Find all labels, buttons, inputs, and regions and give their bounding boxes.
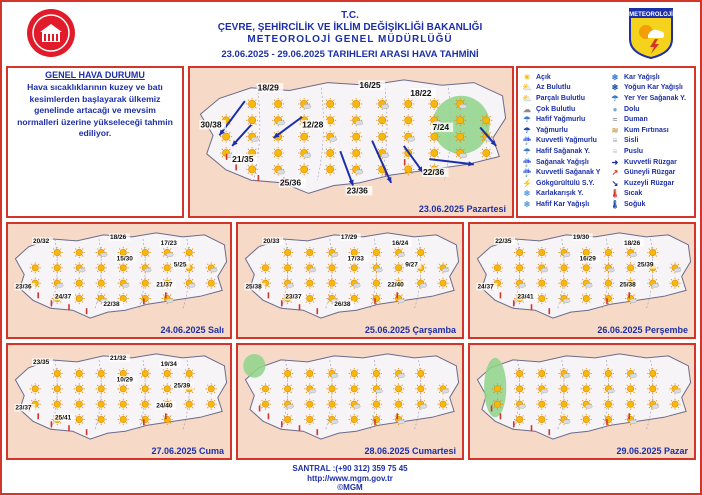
- north-wind-icon: ↘: [611, 178, 619, 188]
- legend-item: [522, 72, 600, 83]
- legend-item: [610, 93, 686, 104]
- legend-label: Yer Yer Sağanak Y.: [624, 94, 687, 102]
- temperature-label: 21/32: [110, 354, 127, 362]
- forecast-map-day-2: [6, 222, 232, 339]
- sleet-icon: ❄: [523, 189, 531, 199]
- legend-label: Kuvvetli Yağmurlu: [536, 137, 597, 145]
- hot-icon: [68, 425, 70, 431]
- header-ministry: ÇEVRE, ŞEHİRCİLİK VE İKLİM DEĞİŞİKLİĞİ BAKANLIĞI: [217, 22, 483, 33]
- hot-icon: [404, 159, 406, 165]
- legend-item: [610, 125, 686, 136]
- map-canvas: [470, 345, 696, 460]
- map-date: 29.06.2025 Pazar: [616, 446, 688, 456]
- hot-icon: [68, 304, 70, 310]
- temperature-label: 25/39: [637, 261, 654, 269]
- hot-icon: [500, 413, 502, 419]
- hot-icon: [628, 413, 630, 419]
- footer-phone: SANTRAL :(+90 312) 359 75 45: [292, 464, 408, 473]
- sandstorm-icon: ≋: [611, 125, 619, 135]
- heavy-snow-icon: ❄: [611, 83, 619, 93]
- header-directorate: METEOROLOJİ GENEL MÜDÜRLÜĞÜ: [247, 34, 453, 45]
- hot-icon: [548, 308, 550, 314]
- legend-label: Açık: [536, 73, 551, 81]
- legend-label: Gökgürültülü S.Y.: [536, 179, 595, 187]
- local-shower-icon: ☂: [611, 93, 619, 103]
- thunder-icon: ⚡: [522, 178, 532, 188]
- hot-icon: [51, 300, 53, 306]
- light-snow-icon: ❄: [523, 199, 531, 209]
- temperature-label: 20/32: [33, 237, 50, 245]
- temperature-label: 23/41: [517, 293, 534, 301]
- temperature-label: 20/33: [263, 237, 280, 245]
- legend-item: [610, 157, 686, 168]
- temperature-label: 18/26: [110, 233, 127, 241]
- hot-icon: [281, 421, 283, 427]
- hot-icon: [374, 298, 376, 304]
- hot-icon: [165, 292, 167, 298]
- legend-label: Kum Fırtınası: [624, 126, 669, 134]
- legend-item: [522, 136, 600, 147]
- legend-item: [610, 199, 686, 210]
- legend-label: Kuzeyli Rüzgar: [624, 179, 675, 187]
- light-shower-icon: ☂: [523, 146, 531, 156]
- cloud-icon: ☁: [523, 104, 531, 114]
- temperature-label: 22/40: [387, 281, 404, 289]
- forecast-map-day-3: [236, 222, 464, 339]
- temperature-label: 17/29: [340, 233, 358, 241]
- map-canvas: [8, 224, 232, 339]
- hot-icon: 🌡: [610, 189, 621, 199]
- map-canvas: [238, 224, 464, 339]
- rain-area: [243, 354, 265, 378]
- legend-item: [610, 189, 686, 200]
- hot-icon: [258, 175, 260, 181]
- heavy-shower-icon: ☔: [522, 168, 532, 178]
- legend-item: [522, 157, 600, 168]
- footer-website[interactable]: http://www.mgm.gov.tr: [307, 473, 393, 483]
- forecast-map-day-6: [236, 343, 464, 460]
- temperature-label: 19/30: [572, 233, 590, 241]
- temperature-label: 30/38: [200, 119, 222, 130]
- map-date: 28.06.2025 Cumartesi: [364, 446, 456, 456]
- summary-text: Hava sıcaklıklarının kuzey ve batı kesimlerden başlayarak ülkemiz genelinde artacağı ve mevsim normalleri üzerine yükseleceği tahmin ediliyor.: [17, 82, 173, 138]
- hot-icon: [531, 304, 533, 310]
- temperature-label: 10/29: [116, 376, 133, 384]
- forecast-map-day-5: [6, 343, 232, 460]
- legend: [516, 66, 696, 218]
- legend-item: [610, 167, 686, 178]
- legend-item: [610, 72, 686, 83]
- hot-icon: [281, 300, 283, 306]
- meteorology-logo-text: METEOROLOJİ: [629, 12, 673, 18]
- legend-label: Sağanak Yağışlı: [536, 158, 589, 166]
- hot-icon: [37, 292, 39, 298]
- header-tc: T.C.: [341, 10, 359, 21]
- partly-cloudy-icon: ⛅: [522, 93, 532, 103]
- temperature-label: 15/30: [116, 255, 133, 263]
- hot-icon: [235, 164, 237, 170]
- main-map-canvas: [190, 68, 514, 218]
- legend-item: [610, 104, 686, 115]
- legend-label: Hafif Kar Yağışlı: [536, 200, 590, 208]
- temperature-label: 23/37: [15, 404, 32, 412]
- snow-icon: ❄: [611, 72, 619, 82]
- fog-icon: ≡: [612, 136, 618, 146]
- temperature-label: 24/40: [156, 402, 173, 410]
- heavy-rain-icon: ☔: [522, 136, 532, 146]
- legend-label: Karlakarışık Y.: [536, 190, 584, 198]
- hot-icon: [86, 308, 88, 314]
- hot-icon: [226, 154, 228, 160]
- temperature-label: 21/35: [232, 153, 254, 164]
- hot-icon: [396, 292, 398, 298]
- hot-icon: [37, 413, 39, 419]
- legend-label: Sisli: [624, 137, 639, 145]
- hot-icon: [548, 429, 550, 435]
- temperature-label: 18/29: [257, 82, 279, 93]
- legend-item: [610, 178, 686, 189]
- temperature-label: 23/36: [346, 185, 368, 196]
- temperature-label: 12/28: [302, 119, 324, 130]
- hot-icon: [299, 304, 301, 310]
- legend-item: [610, 146, 686, 157]
- legend-label: Güneyli Rüzgar: [624, 169, 676, 177]
- rain-icon: ☂: [523, 125, 531, 135]
- legend-label: Duman: [624, 116, 648, 124]
- header-date-range: 23.06.2025 - 29.06.2025 TARIHLERI ARASI HAVA TAHMİNİ: [221, 49, 479, 60]
- legend-label: Sıcak: [624, 190, 643, 198]
- main-map-date: 23.06.2025 Pazartesi: [418, 204, 506, 214]
- hot-icon: [606, 419, 608, 425]
- hot-icon: [500, 292, 502, 298]
- footer-copyright: ©MGM: [337, 483, 363, 492]
- sun-cloud-icon: ⛅: [522, 83, 532, 93]
- temperature-label: 9/27: [405, 261, 418, 269]
- hot-icon: [268, 292, 270, 298]
- temperature-label: 22/35: [495, 237, 512, 245]
- temperature-label: 19/34: [160, 360, 177, 368]
- legend-label: Yağmurlu: [536, 126, 568, 134]
- legend-item: [522, 178, 600, 189]
- temperature-label: 17/23: [160, 239, 177, 247]
- map-date: 24.06.2025 Salı: [160, 325, 224, 335]
- legend-label: Az Bulutlu: [536, 84, 571, 92]
- hot-icon: [86, 429, 88, 435]
- hot-icon: [143, 298, 145, 304]
- hot-icon: [531, 425, 533, 431]
- hot-icon: [316, 308, 318, 314]
- temperature-label: 18/22: [410, 87, 432, 98]
- legend-label: Soğuk: [624, 200, 646, 208]
- meteorology-logo: [626, 5, 676, 60]
- temperature-label: 25/39: [173, 382, 191, 390]
- legend-item: [610, 83, 686, 94]
- legend-label: Kuvvetli Sağanak Y: [536, 169, 601, 177]
- temperature-label: 16/25: [359, 79, 381, 90]
- hot-icon: [259, 405, 261, 411]
- temperature-label: 18/26: [623, 239, 641, 247]
- hot-icon: [51, 421, 53, 427]
- temperature-label: 25/36: [279, 177, 302, 188]
- forecast-map-day-7: [468, 343, 696, 460]
- legend-label: Çok Bulutlu: [536, 105, 576, 113]
- turkey-land: [477, 233, 690, 318]
- temperature-label: 25/38: [619, 281, 636, 289]
- legend-item: [522, 167, 600, 178]
- mist-icon: ≡: [612, 146, 618, 156]
- hot-icon: [628, 292, 630, 298]
- legend-column-left: [522, 72, 600, 210]
- turkey-land: [15, 354, 226, 439]
- legend-column-right: [610, 72, 686, 210]
- legend-item: [522, 93, 600, 104]
- summary-title: GENEL HAVA DURUMU: [45, 70, 145, 80]
- temperature-label: 23/35: [33, 358, 50, 366]
- legend-item: [522, 104, 600, 115]
- hail-icon: ●: [612, 104, 618, 114]
- forecast-map-day-4: [468, 222, 696, 339]
- hot-icon: [491, 405, 493, 411]
- map-canvas: [8, 345, 232, 460]
- shower-icon: ☔: [522, 157, 532, 167]
- south-wind-icon: ↗: [611, 168, 619, 178]
- temperature-label: 23/37: [285, 293, 302, 301]
- map-date: 27.06.2025 Cuma: [151, 446, 224, 456]
- hot-icon: [268, 413, 270, 419]
- temperature-label: 16/29: [579, 255, 596, 263]
- temperature-label: 26/38: [334, 301, 351, 309]
- ministry-logo: [26, 8, 76, 58]
- temperature-label: 25/38: [245, 283, 262, 291]
- map-canvas: [238, 345, 464, 460]
- general-weather-summary: [6, 66, 184, 218]
- temperature-label: 24/37: [477, 283, 494, 291]
- turkey-land: [477, 354, 690, 439]
- turkey-land: [245, 354, 458, 439]
- legend-item: [522, 199, 600, 210]
- legend-label: Parçalı Bulutlu: [536, 94, 586, 102]
- legend-item: [522, 83, 600, 94]
- legend-label: Kuvvetli Rüzgar: [624, 158, 677, 166]
- main-forecast-map: [188, 66, 514, 218]
- hot-icon: [396, 413, 398, 419]
- footer: [200, 464, 500, 493]
- temperature-label: 7/24: [432, 122, 450, 133]
- legend-label: Kar Yağışlı: [624, 73, 660, 81]
- hot-icon: [606, 298, 608, 304]
- map-date: 25.06.2025 Çarşamba: [364, 325, 456, 335]
- legend-item: [522, 114, 600, 125]
- legend-label: Hafif Yağmurlu: [536, 116, 586, 124]
- temperature-label: 17/33: [347, 255, 364, 263]
- header: [0, 0, 702, 64]
- legend-label: Yoğun Kar Yağışlı: [624, 84, 683, 92]
- hot-icon: [374, 419, 376, 425]
- hot-icon: [513, 421, 515, 427]
- temperature-label: 22/36: [422, 166, 445, 177]
- light-rain-icon: ☂: [523, 115, 531, 125]
- sun-icon: ☀: [523, 72, 531, 82]
- hot-icon: [165, 413, 167, 419]
- legend-item: [610, 136, 686, 147]
- cold-icon: 🌡: [610, 199, 621, 209]
- hot-icon: [299, 425, 301, 431]
- hot-icon: [143, 419, 145, 425]
- map-canvas: [470, 224, 696, 339]
- temperature-label: 24/37: [55, 293, 72, 301]
- hot-icon: [513, 300, 515, 306]
- temperature-label: 21/37: [156, 281, 173, 289]
- temperature-label: 23/36: [15, 283, 32, 291]
- legend-label: Dolu: [624, 105, 640, 113]
- legend-item: [522, 125, 600, 136]
- map-date: 26.06.2025 Perşembe: [597, 325, 688, 335]
- temperature-label: 25/41: [55, 414, 72, 422]
- legend-item: [522, 189, 600, 200]
- legend-item: [610, 114, 686, 125]
- temperature-label: 22/38: [103, 301, 120, 309]
- legend-label: Hafif Sağanak Y.: [536, 147, 590, 155]
- smoke-icon: ≈: [612, 115, 618, 125]
- legend-item: [522, 146, 600, 157]
- hot-icon: [316, 429, 318, 435]
- strong-wind-icon: ➜: [611, 157, 619, 167]
- temperature-label: 16/24: [391, 239, 409, 247]
- temperature-label: 5/25: [173, 261, 187, 269]
- legend-label: Puslu: [624, 147, 644, 155]
